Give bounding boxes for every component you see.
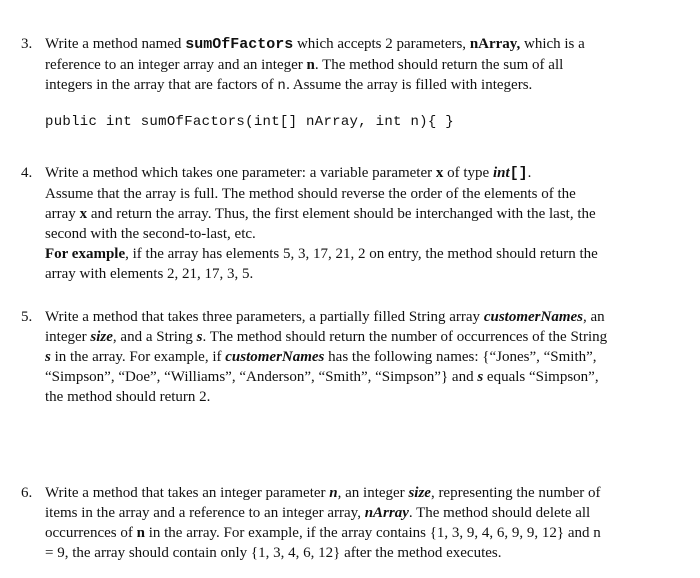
text-line: integer size, and a String s. The method should return the number of occurrences of the String: [45, 329, 608, 345]
text-line: Write a method that takes three parameters, a partially filled String array customerNames, an: [45, 309, 605, 325]
question-text: [45, 34, 685, 96]
text-line: “Simpson”, “Doe”, “Williams”, “Anderson”, “Smith”, “Simpson”} and s equals “Simpson”,: [45, 369, 599, 385]
text-line: second with the second-to-last, etc.: [45, 226, 256, 242]
text-line: items in the array and a reference to an integer array, nArray. The method should delete all: [45, 505, 591, 521]
question-text: [45, 307, 685, 407]
method-name: sumOfFactors: [185, 36, 294, 53]
text-line: occurrences of n in the array. For example, if the array contains {1, 3, 9, 4, 6, 9, 9, 12} and n: [45, 525, 601, 541]
text-line: the method should return 2.: [45, 389, 211, 405]
question-text: [45, 483, 685, 563]
text-line: For example, if the array has elements 5, 3, 17, 21, 2 on entry, the method should return the: [45, 246, 598, 262]
text-line: array x and return the array. Thus, the first element should be interchanged with the last, the: [45, 206, 596, 222]
text-line: Write a method named sumOfFactors which accepts 2 parameters, nArray, which is a: [45, 36, 585, 53]
text-line: integers in the array that are factors of n. Assume the array is filled with integers.: [45, 77, 533, 94]
param-name: nArray,: [469, 36, 521, 52]
text-line: Write a method that takes an integer parameter n, an integer size, representing the number of: [45, 485, 601, 501]
question-number: 4.: [21, 165, 33, 181]
text-line: Write a method which takes one parameter: a variable parameter x of type int[].: [45, 165, 532, 182]
text-line: reference to an integer array and an integer n. The method should return the sum of all: [45, 57, 564, 73]
text-line: array with elements 2, 21, 17, 3, 5.: [45, 266, 254, 282]
question-number: 6.: [21, 485, 33, 501]
text-line: Assume that the array is full. The method should reverse the order of the elements of the: [45, 186, 576, 202]
text-line: s in the array. For example, if customerNames has the following names: {“Jones”, “Smith”,: [45, 349, 597, 365]
text-line: = 9, the array should contain only {1, 3, 4, 6, 12} after the method executes.: [45, 545, 502, 561]
question-number: 3.: [21, 36, 33, 52]
method-signature-code: public int sumOfFactors(int[] nArray, int n){ }: [45, 114, 454, 130]
question-number: 5.: [21, 309, 33, 325]
question-text: [45, 163, 685, 284]
